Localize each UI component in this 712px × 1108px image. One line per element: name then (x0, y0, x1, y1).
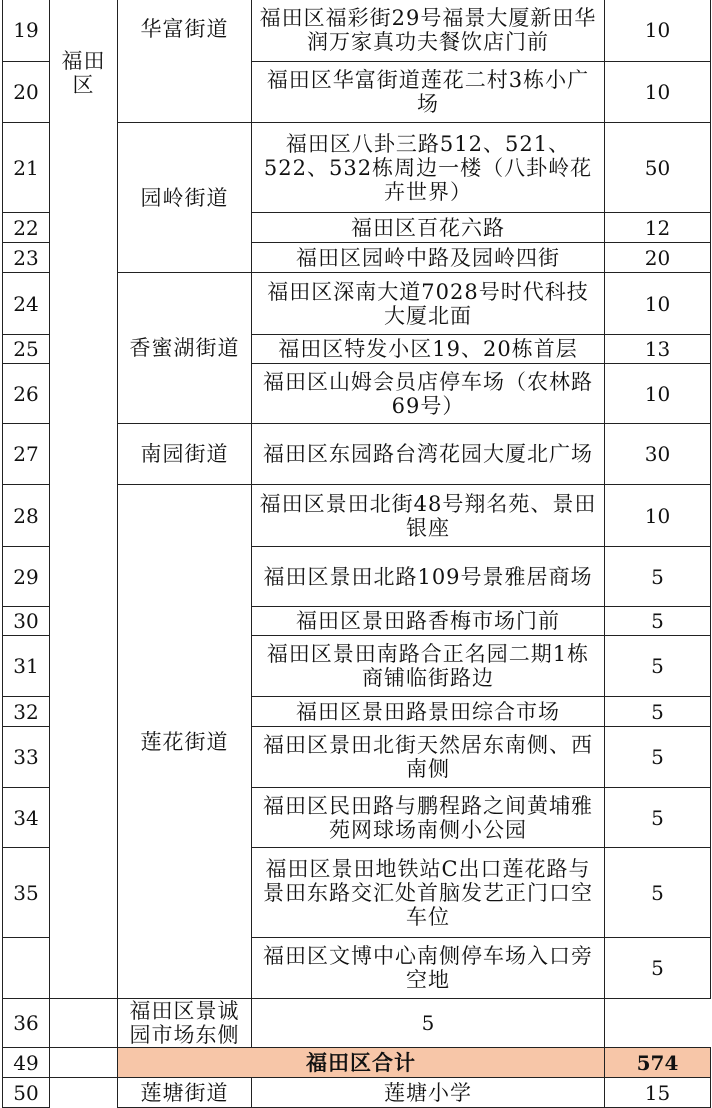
row-number: 20 (3, 62, 50, 123)
row-number: 26 (3, 364, 50, 424)
quantity-cell: 5 (605, 848, 711, 938)
quantity-cell: 20 (605, 243, 711, 273)
row-number: 29 (3, 547, 50, 607)
row-number: 32 (3, 697, 50, 727)
row-number: 27 (3, 424, 50, 485)
quantity-cell: 10 (605, 0, 711, 62)
address-cell: 福田区山姆会员店停车场（农林路69号） (252, 364, 605, 424)
address-cell: 福田区园岭中路及园岭四街 (252, 243, 605, 273)
quantity-cell: 5 (605, 636, 711, 697)
address-cell: 福田区景田路香梅市场门前 (252, 607, 605, 636)
address-cell: 福田区景田路景田综合市场 (252, 697, 605, 727)
quantity-cell: 30 (605, 424, 711, 485)
table-row (3, 1078, 711, 1108)
address-cell: 福田区景田北街天然居东南侧、西南侧 (252, 727, 605, 788)
address-cell: 福田区景田南路合正名园二期1栋商铺临街路边 (252, 636, 605, 697)
quantity-cell: 5 (605, 727, 711, 788)
quantity-cell: 50 (605, 123, 711, 213)
quantity-cell: 13 (605, 335, 711, 364)
district-cell (50, 0, 118, 999)
street-cell: 华富街道 (118, 0, 252, 123)
total-quantity: 574 (605, 1048, 711, 1078)
quantity-cell: 10 (605, 62, 711, 123)
street-cell: 莲塘街道 (118, 1078, 252, 1108)
row-number: 50 (3, 1078, 50, 1108)
quantity-cell: 10 (605, 364, 711, 424)
address-cell: 福田区文博中心南侧停车场入口旁空地 (252, 938, 605, 999)
address-cell: 福田区东园路台湾花园大厦北广场 (252, 424, 605, 485)
address-cell: 福田区福彩街29号福景大厦新田华润万家真功夫餐饮店门前 (252, 0, 605, 62)
row-number: 23 (3, 243, 50, 273)
address-cell: 福田区百花六路 (252, 213, 605, 243)
quantity-cell: 5 (605, 547, 711, 607)
quantity-cell: 10 (605, 273, 711, 335)
total-row (3, 1048, 711, 1078)
row-number: 33 (3, 727, 50, 788)
row-number (3, 938, 50, 999)
table-row (3, 999, 711, 1048)
row-number: 22 (3, 213, 50, 243)
address-cell: 福田区景田北路109号景雅居商场 (252, 547, 605, 607)
row-number: 19 (3, 0, 50, 62)
row-number: 30 (3, 607, 50, 636)
row-number: 24 (3, 273, 50, 335)
district-label: 福田区 (61, 49, 106, 97)
quantity-cell: 15 (605, 1078, 711, 1108)
row-number: 34 (3, 788, 50, 848)
quantity-cell: 5 (605, 788, 711, 848)
quantity-cell: 5 (605, 697, 711, 727)
address-cell: 福田区八卦三路512、521、522、532栋周边一楼（八卦岭花卉世界） (252, 123, 605, 213)
table-row (3, 0, 711, 62)
quantity-cell: 10 (605, 485, 711, 547)
address-cell: 莲塘小学 (252, 1078, 605, 1108)
street-cell: 南园街道 (118, 424, 252, 485)
address-cell: 福田区民田路与鹏程路之间黄埔雅苑网球场南侧小公园 (252, 788, 605, 848)
row-number: 28 (3, 485, 50, 547)
address-cell: 福田区华富街道莲花二村3栋小广场 (252, 62, 605, 123)
row-number: 35 (3, 848, 50, 938)
street-cell: 园岭街道 (118, 123, 252, 273)
row-number: 31 (3, 636, 50, 697)
site-table (2, 0, 711, 1108)
row-number: 49 (3, 1048, 50, 1078)
quantity-cell: 5 (252, 999, 605, 1048)
row-number: 25 (3, 335, 50, 364)
street-cell: 莲花街道 (118, 485, 252, 999)
address-cell: 福田区深南大道7028号时代科技大厦北面 (252, 273, 605, 335)
district-cell-continued (50, 999, 118, 1048)
address-cell: 福田区景田地铁站C出口莲花路与景田东路交汇处首脑发艺正门口空车位 (252, 848, 605, 938)
address-cell: 福田区特发小区19、20栋首层 (252, 335, 605, 364)
address-cell: 福田区景田北街48号翔名苑、景田银座 (252, 485, 605, 547)
total-label: 福田区合计 (118, 1048, 605, 1078)
address-cell: 福田区景诚园市场东侧 (118, 999, 252, 1048)
total-blank-cell (50, 1048, 118, 1078)
street-cell: 香蜜湖街道 (118, 273, 252, 424)
quantity-cell: 5 (605, 607, 711, 636)
quantity-cell: 12 (605, 213, 711, 243)
quantity-cell: 5 (605, 938, 711, 999)
row-number: 21 (3, 123, 50, 213)
row-number: 36 (3, 999, 50, 1048)
district-blank-cell (50, 1078, 118, 1108)
